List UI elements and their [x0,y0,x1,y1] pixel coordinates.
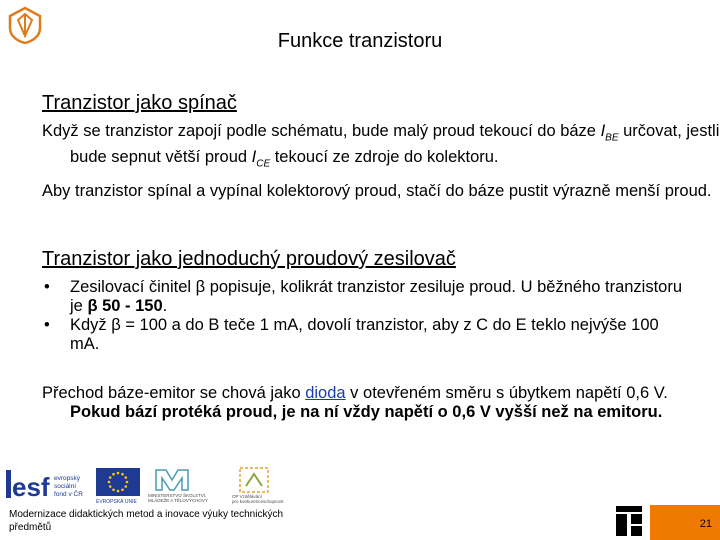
eu-star-icon [121,473,124,476]
op-vzdelavani-logo [232,468,284,504]
eu-star-icon [124,485,127,488]
eu-star-icon [124,476,127,479]
bullet-icon: • [44,316,50,334]
eu-star-icon [109,485,112,488]
svg-text:fond v ČR: fond v ČR [54,491,83,498]
svg-text:OP Vzdělávání: OP Vzdělávání [232,494,262,499]
eu-star-icon [108,481,111,484]
section-heading-amplifier: Tranzistor jako jednoduchý proudový zesilovač [42,248,456,270]
funding-logos [6,466,296,504]
eu-star-icon [109,476,112,479]
section-heading-switch: Tranzistor jako spínač [42,92,237,114]
svg-text:sociální: sociální [54,483,77,490]
list-item: • Zesilovací činitel β popisuje, kolikrát tranzistor zesiluje proud. U běžného tranzistoru je β 50 - 150. [44,278,683,315]
page-number: 21 [650,505,720,540]
svg-text:pro konkurenceschopnost: pro konkurenceschopnost [232,499,284,504]
msmt-logo [148,470,208,503]
eu-star-icon [112,488,115,491]
svg-text:MLÁDEŽE A TĚLOVÝCHOVY: MLÁDEŽE A TĚLOVÝCHOVY [148,498,208,503]
eu-star-icon [117,472,120,475]
svg-text:esf: esf [12,472,50,502]
eu-star-icon [117,490,120,493]
slide-title: Funkce tranzistoru [277,30,443,52]
amplifier-bullet-list [42,278,692,354]
faculty-logo [616,506,642,536]
paragraph-switch-2: Aby tranzistor spínal a vypínal kolektorový proud, stačí do báze pustit výrazně menší proud. [42,182,712,200]
dioda-link[interactable]: dioda [305,384,346,402]
eu-star-icon [112,473,115,476]
list-item: • Když β = 100 a do B teče 1 mA, dovolí tranzistor, aby z C do E teklo nejvýše 100 mA. [44,316,659,353]
eu-star-icon [126,481,129,484]
paragraph-switch: Když se tranzistor zapojí podle schématu, bude malý proud tekoucí do báze $I_{BE}$ určovat, jestli bude sepnut větší proud $I_{CE}$ tekoucí ze zdroje do kolektoru. [42,122,720,170]
bullet-icon: • [44,278,50,296]
eu-flag-logo [96,468,140,504]
svg-text:evropský: evropský [54,475,81,482]
eu-star-icon [121,488,124,491]
esf-logo [6,470,83,502]
svg-text:MINISTERSTVO ŠKOLSTVÍ,: MINISTERSTVO ŠKOLSTVÍ, [148,493,207,498]
svg-text:EVROPSKÁ UNIE: EVROPSKÁ UNIE [96,499,137,504]
project-text: Modernizace didaktických metod a inovace výuky technických předmětů [9,509,284,533]
paragraph-diode: Přechod báze-emitor se chová jako dioda v otevřeném směru s úbytkem napětí 0,6 V. Pokud bází protéká proud, je na ní vždy napětí o 0,6 V vyšší než na emitoru. [42,384,668,421]
